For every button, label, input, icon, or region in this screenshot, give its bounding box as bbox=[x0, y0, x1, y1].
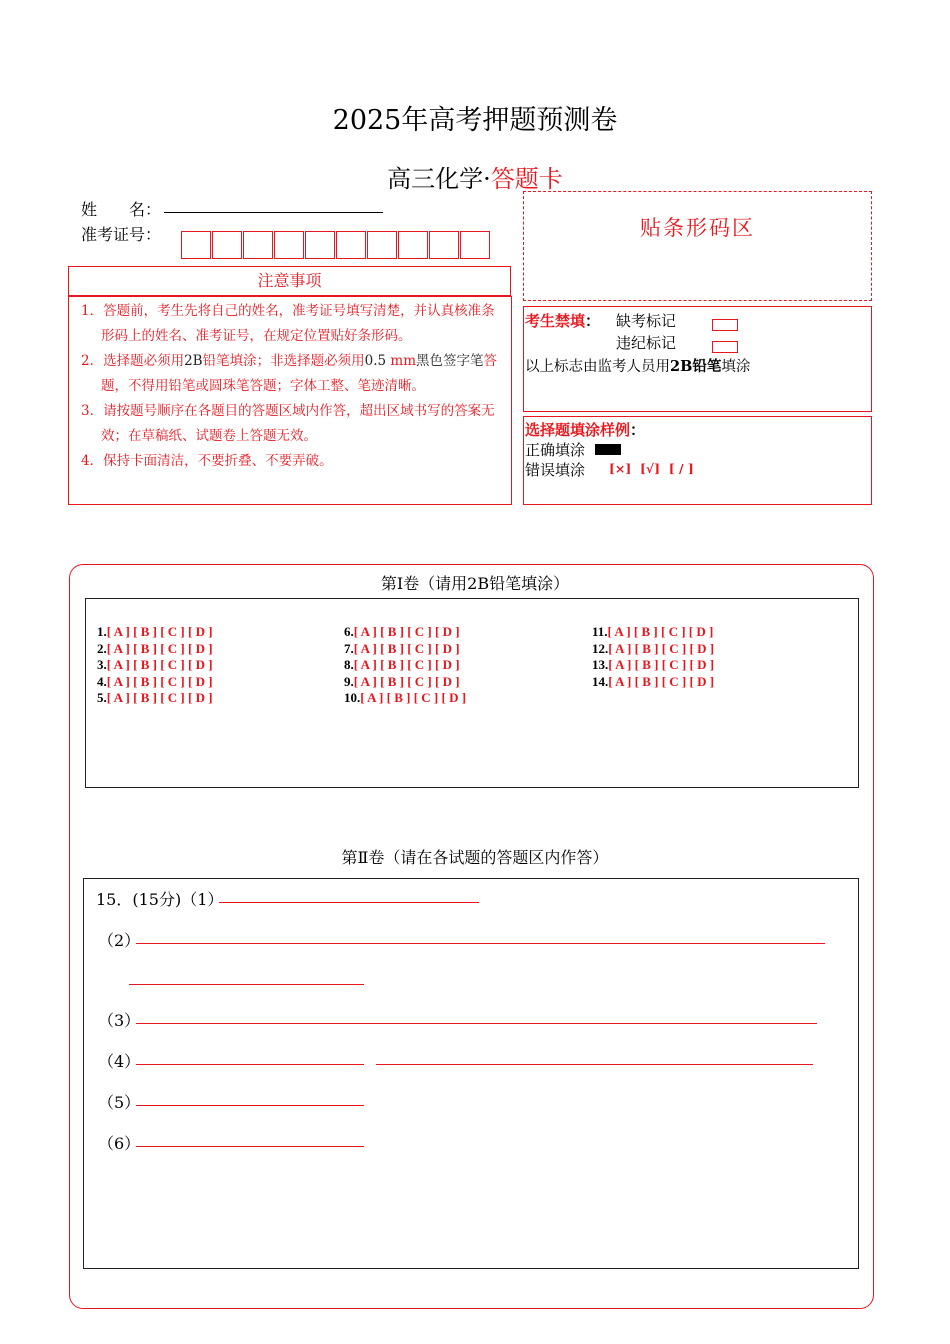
forbidden-label: 考生禁填 bbox=[525, 312, 586, 330]
mc-answer-options[interactable]: [ A ] [ B ] [ C ] [ D ] bbox=[607, 624, 714, 639]
mc-question-number: 10. bbox=[344, 690, 361, 706]
id-digit-box[interactable] bbox=[181, 231, 211, 259]
mc-question-row[interactable] bbox=[344, 641, 466, 658]
mc-question-number: 6. bbox=[344, 624, 354, 639]
mc-question-row[interactable] bbox=[97, 624, 213, 641]
id-digit-box[interactable] bbox=[429, 231, 459, 259]
notice-item: 1．答题前，考生先将自己的姓名，准考证号填写清楚，并认真核准条形码上的姓名、准考证号，在规定位置贴好条形码。 bbox=[81, 303, 495, 344]
wrong-fill-examples: [×] [√] [ / ] bbox=[609, 461, 694, 476]
sample-correct-label: 正确填涂 bbox=[525, 441, 586, 459]
sub2-label: （2） bbox=[98, 931, 141, 950]
mc-question-row[interactable] bbox=[97, 641, 213, 658]
answer-line-1[interactable] bbox=[219, 902, 479, 903]
mc-question-number: 11. bbox=[592, 624, 608, 639]
mc-question-number: 13. bbox=[592, 657, 609, 673]
mc-answer-options[interactable]: [ A ] [ B ] [ C ] [ D ] bbox=[106, 640, 213, 656]
mc-answer-options[interactable]: [ A ] [ B ] [ C ] [ D ] bbox=[106, 673, 213, 689]
mc-question-number: 2. bbox=[97, 640, 107, 656]
page-title: 2025年高考押题预测卷 bbox=[332, 105, 618, 136]
absent-label: 缺考标记 bbox=[616, 312, 677, 330]
part1-title: 第Ⅰ卷（请用2B铅笔填涂） bbox=[380, 574, 570, 593]
barcode-area bbox=[523, 191, 872, 301]
name-field[interactable] bbox=[164, 212, 383, 213]
examinee-forbidden-area: 考生禁填： 缺考标记 违纪标记 以上标志由监考人员用2B铅笔填涂 bbox=[523, 306, 872, 412]
mc-answer-options[interactable]: [ A ] [ B ] [ C ] [ D ] bbox=[106, 657, 213, 673]
sample-wrong-label: 错误填涂 bbox=[525, 461, 586, 479]
id-digit-box[interactable] bbox=[367, 231, 397, 259]
q15-label: 15．(15分)（1） bbox=[96, 890, 224, 909]
mc-answer-options[interactable]: [ A ] [ B ] [ C ] [ D ] bbox=[106, 624, 213, 639]
mc-answer-options[interactable]: [ A ] [ B ] [ C ] [ D ] bbox=[353, 640, 460, 656]
answer-line-4a[interactable] bbox=[136, 1064, 364, 1065]
id-digit-box[interactable] bbox=[336, 231, 366, 259]
mc-question-row[interactable] bbox=[344, 690, 466, 707]
id-digit-box[interactable] bbox=[212, 231, 242, 259]
notice-item: 4．保持卡面清洁，不要折叠、不要弄破。 bbox=[81, 453, 333, 469]
sub6-label: （6） bbox=[98, 1134, 141, 1153]
fill-sample-area: 选择题填涂样例： 正确填涂 错误填涂 [×] [√] [ / ] bbox=[523, 416, 872, 505]
mc-question-row[interactable] bbox=[97, 674, 213, 691]
mc-question-number: 1. bbox=[97, 624, 107, 639]
mc-answer-options[interactable]: [ A ] [ B ] [ C ] [ D ] bbox=[608, 657, 715, 673]
mc-question-row[interactable] bbox=[592, 657, 714, 674]
mc-question-number: 8. bbox=[344, 657, 354, 673]
id-number-boxes[interactable] bbox=[181, 231, 491, 259]
mc-answer-options[interactable]: [ A ] [ B ] [ C ] [ D ] bbox=[353, 673, 460, 689]
answer-line-4b[interactable] bbox=[376, 1064, 813, 1065]
mc-question-row[interactable] bbox=[344, 657, 466, 674]
notice-box bbox=[68, 296, 512, 505]
id-digit-box[interactable] bbox=[274, 231, 304, 259]
violation-mark-box[interactable] bbox=[712, 341, 738, 353]
answer-line-2a[interactable] bbox=[136, 943, 825, 944]
mc-answer-options[interactable]: [ A ] [ B ] [ C ] [ D ] bbox=[360, 690, 467, 706]
page-subtitle bbox=[0, 159, 950, 194]
mc-question-number: 4. bbox=[97, 673, 107, 689]
subtitle-subject: 高三化学· bbox=[387, 165, 491, 193]
answer-line-2b[interactable] bbox=[129, 984, 364, 985]
absent-mark-box[interactable] bbox=[712, 319, 738, 331]
mc-question-row[interactable] bbox=[592, 624, 714, 641]
answer-line-3[interactable] bbox=[136, 1023, 817, 1024]
mc-answer-options[interactable]: [ A ] [ B ] [ C ] [ D ] bbox=[353, 657, 460, 673]
mc-answer-options[interactable]: [ A ] [ B ] [ C ] [ D ] bbox=[106, 690, 213, 706]
sub3-label: （3） bbox=[98, 1011, 141, 1030]
mc-question-row[interactable] bbox=[97, 657, 213, 674]
id-digit-box[interactable] bbox=[398, 231, 428, 259]
id-digit-box[interactable] bbox=[305, 231, 335, 259]
mc-answer-options[interactable]: [ A ] [ B ] [ C ] [ D ] bbox=[608, 640, 715, 656]
mc-question-row[interactable] bbox=[344, 624, 466, 641]
correct-fill-example bbox=[595, 444, 621, 455]
mc-question-number: 9. bbox=[344, 673, 354, 689]
mc-question-number: 3. bbox=[97, 657, 107, 673]
notice-title: 注意事项 bbox=[68, 266, 511, 296]
notice-item: 2．选择题必须用2B铅笔填涂；非选择题必须用0.5 mm黑色签字笔答题，不得用铅笔或圆珠笔答题；字体工整、笔迹清晰。 bbox=[81, 353, 497, 394]
mc-answer-options[interactable]: [ A ] [ B ] [ C ] [ D ] bbox=[608, 673, 715, 689]
sub4-label: （4） bbox=[98, 1052, 141, 1071]
violation-label: 违纪标记 bbox=[616, 334, 677, 352]
sample-title: 选择题填涂样例 bbox=[525, 421, 631, 439]
mc-question-row[interactable] bbox=[344, 674, 466, 691]
subtitle-card: 答题卡 bbox=[490, 165, 563, 193]
answer-line-5[interactable] bbox=[136, 1105, 364, 1106]
question-15-answer-area bbox=[83, 878, 859, 1269]
mc-question-number: 5. bbox=[97, 690, 107, 706]
answer-line-6[interactable] bbox=[136, 1146, 364, 1147]
multiple-choice-box bbox=[85, 598, 859, 788]
mc-question-number: 14. bbox=[592, 673, 609, 689]
id-digit-box[interactable] bbox=[243, 231, 273, 259]
id-digit-box[interactable] bbox=[460, 231, 490, 259]
mc-question-row[interactable] bbox=[592, 674, 714, 691]
barcode-label: 贴条形码区 bbox=[640, 216, 755, 240]
mc-question-row[interactable] bbox=[97, 690, 213, 707]
mc-question-number: 12. bbox=[592, 640, 609, 656]
part2-title: 第Ⅱ卷（请在各试题的答题区内作答） bbox=[341, 848, 609, 867]
mc-question-row[interactable] bbox=[592, 641, 714, 658]
notice-item: 3．请按题号顺序在各题目的答题区域内作答，超出区域书写的答案无效；在草稿纸、试题卷上答题无效。 bbox=[81, 403, 495, 444]
mc-answer-options[interactable]: [ A ] [ B ] [ C ] [ D ] bbox=[353, 624, 460, 639]
sub5-label: （5） bbox=[98, 1093, 141, 1112]
id-label: 准考证号： bbox=[81, 225, 162, 244]
forbidden-note: 以上标志由监考人员用2B铅笔填涂 bbox=[525, 358, 751, 375]
mc-question-number: 7. bbox=[344, 640, 354, 656]
name-label: 姓 名： bbox=[81, 200, 162, 219]
